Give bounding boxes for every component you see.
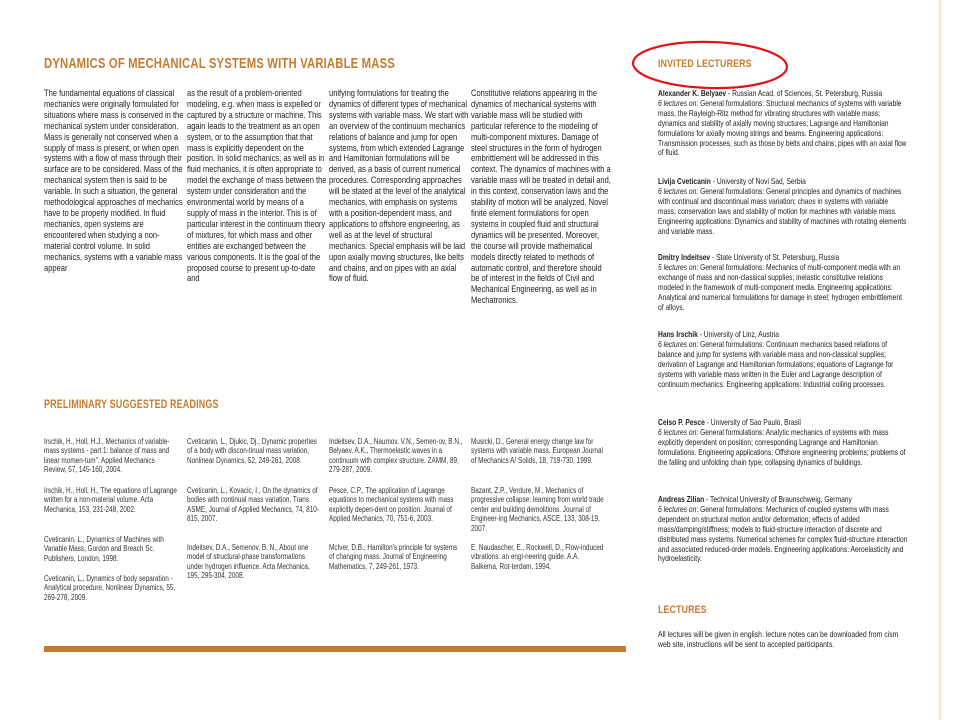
page-edge-divider — [938, 0, 942, 720]
readings-heading: PRELIMINARY SUGGESTED READINGS — [44, 399, 219, 411]
reading-item: Indeitsev, D.A., Semenov, B. N., About one model of structural-phase transformations under hydrogen influence. Acta Mechanica, 195, 295-304, 2008. — [187, 543, 310, 581]
lecturer-entry — [658, 418, 908, 468]
lectures-note: All lectures will be given in english. lecture notes can be downloaded from cism web site, instructions will be sent to accepted participants. — [658, 629, 899, 650]
lecturer-name: Alexander K. Belyaev — [658, 88, 727, 98]
page-title: DYNAMICS OF MECHANICAL SYSTEMS WITH VARIABLE MASS — [44, 56, 395, 72]
reading-item: Cveticanin, L., Dynamics of Machines with Variable Mass, Gordon and Breach Sc. Publishers, London, 1998. — [44, 535, 164, 563]
lecturer-affiliation: - University of Sao Paulo, Brasil — [704, 417, 801, 427]
reading-item: Musicki, D., General energy change law for systems with variable mass. European Journal of Mechanics A/ Solids, 18, 719-730, 1999. — [471, 437, 603, 465]
lecturer-topics: : General formulations: Continuum mechanics based relations of balance and jump for systems with variable mass and non-classical supplies; derivation of Lagrange and Hamiltonian formulations; equations of Lagrange for systems with variable mass written in the Euler and Lagrange description of continuum mechanics. Engineering applications: Industrial coiling processes. — [658, 338, 894, 389]
lecturer-affiliation: - University of Novi Sad, Serbia — [710, 176, 806, 186]
lecturer-topics: : General formulations: Mechanics of coupled systems with mass dependent on structural motion and/or deformation; effects of added mass/damping/stiffness; models to fluid-structure interaction of discrete and distributed mass systems. Numerical schemes for complex fluid-structure interaction and associated reduced-order models. Engineering applications: Aeroelasticity and hydroelasticity. — [658, 503, 908, 564]
lecture-count: 6 lectures on — [658, 97, 697, 108]
lecturer-entry — [658, 89, 908, 158]
invited-lecturers-heading: INVITED LECTURERS — [658, 58, 752, 70]
lecturer-affiliation: - University of Linz, Austria — [697, 329, 780, 339]
lecturer-name: Livija Cveticanin — [658, 176, 711, 186]
reading-item: Bazant, Z.P., Verdure, M., Mechanics of progressive collapse: learning from world trade center and building demolitions. Journal of Engineer-ing Mechanics, ASCE, 133, 308-19, 2007. — [471, 486, 604, 533]
reading-item: Indeitsev, D.A., Naumov, V.N., Semen-ov, B.N., Belyaev, A.K., Thermoelastic waves in a continuum with complex structure. ZAMM, 89, 279-287, 2009. — [329, 437, 463, 475]
lecturer-affiliation: - Technical University of Braunschweig, Germany — [704, 494, 852, 504]
lecture-count: 6 lectures on — [658, 426, 697, 437]
lecturer-entry — [658, 330, 908, 389]
lecturer-topics: : General formulations: Mechanics of multi-component media with an exchange of mass and non-classical supplies; inelastic constitutive relations modeled in the framework of multi-component media. Engineering applications: Analytical and numerical formulations for damage in steel; hydrogen embrittlement of alloys. — [658, 261, 902, 312]
reading-item: Cveticanin, L., Dynamics of body separation - Analytical procedure, Nonlinear Dynamics, 55, 269-278, 2009. — [44, 574, 176, 602]
lecturer-topics: : General formulations: Analytic mechanics of systems with mass explicitly dependent on position; corresponding Lagrange and Hamiltonian formulations. Engineering applications: Offshore engineering problems; problems of the falling and unfolding chain type; collapsing dynamics of buildings. — [658, 426, 906, 467]
lecturer-entry — [658, 253, 908, 312]
reading-item: E. Naudascher, E., Rockwell, D., Flow-induced vibrations: an engi-neering guide. A.A. Balkema, Rot-terdam, 1994. — [471, 543, 604, 571]
intro-column-2: as the result of a problem-oriented modeling, e.g. when mass is expelled or captured by a structure or machine. This again leads to the treatment as an open system, or to the assumption that that mass is explicitly dependent on the position. In solid mechanics, as well as in fluid mechanics, it is often appropriate to model the exchange of mass between the system under consideration and the environmental world by means of a supply of mass in the interior. This is of particular interest in the continuum theory of mixtures, for which mass and other entities are exchanged between the various components. It is the goal of the proposed course to present up-to-date and — [187, 88, 327, 284]
lecturer-name: Andreas Zilian — [658, 494, 705, 504]
intro-column-3: unifying formulations for treating the dynamics of different types of mechanical systems with variable mass. We start with an overview of the continuum mechanics relations of balance and jump for open systems, from which extended Lagrange and Hamiltonian formulations will be derived, as a basis of current numerical procedures. Corresponding approaches will be stated at the level of the analytical mechanics, with emphasis on systems with a position-dependent mass, and applications to offshore engineering, as well as at the level of structural mechanics. Special emphasis will be laid upon axially moving structures, like belts and chains, and on pipes with an axial flow of fluid. — [329, 88, 469, 284]
intro-column-1: The fundamental equations of classical mechanics were originally formulated for situations where mass is conserved in the mechanical system under consideration. Mass is generally not conserved when a supply of mass is present, or when open systems with a flow of mass through their surface are to be considered. Mass of the mechanical system then is said to be variable. In such a situation, the general methodological approaches of mechanics have to be properly modified. In fluid mechanics, open systems are encountered when studying a non-material control volume. In solid mechanics, systems with a variable mass appear — [44, 88, 184, 273]
reading-item: Irschik, H., Holl, H., The equations of Lagrange written for a non-material volume. Acta Mechanica, 153, 231-248, 2002. — [44, 486, 177, 514]
lecture-count: 6 lectures on — [658, 503, 697, 514]
lectures-heading: LECTURES — [658, 604, 707, 616]
lecturer-name: Celso P. Pesce — [658, 417, 705, 427]
lecturer-entry — [658, 177, 908, 236]
lecture-count: 6 lectures on — [658, 185, 697, 196]
lecturer-topics: : General formulations: General principles and dynamics of machines with continual and discontinual mass variation; chaos in systems with variable mass; conservation laws and stability of motion for machines with variable mass. Engineering applications: Dynamics and stability of machines with rotating elements and variable mass. — [658, 185, 907, 236]
intro-column-4: Constitutive relations appearing in the dynamics of mechanical systems with variable mass will be studied with particular reference to the modeling of multi-component mixtures. Damage of steel structures in the form of hydrogen embrittlement will be addressed in this context. The dynamics of machines with a variable mass will be treated in detail and, in this context, conservation laws and the stability of motion will be analyzed. Novel finite element formulations for open systems in coupled fluid and structural dynamics will be presented. Moreover, the course will provide mathematical models directly related to methods of automatic control, and therefore should be of interest in the fields of Civil and Mechanical Engineering, as well as in Mechatronics. — [471, 88, 611, 306]
reading-item: Pesce, C.P., The application of Lagrange equations to mechanical systems with mass explicitly depen-dent on position. Journal of Applied Mechanics, 70, 751-6, 2003. — [329, 486, 454, 524]
lecturer-name: Hans Irschik — [658, 329, 698, 339]
reading-item: McIver, D.B., Hamilton's principle for systems of changing mass. Journal of Engineering Mathematics, 7, 249-261, 1973. — [329, 543, 458, 571]
accent-rule — [44, 646, 626, 652]
reading-item: Cveticanin, L., Kovacic, I., On the dynamics of bodies with continual mass variation, Trans ASME, Journal of Applied Mechanics, 74, 810-815, 2007. — [187, 486, 319, 524]
lecturer-affiliation: - Russian Acad. of Sciences, St. Petersburg, Russia — [726, 88, 883, 98]
reading-item: Irschik, H., Holl, H.J., Mechanics of variable-mass systems - part 1: balance of mass and linear momen-tum". Applied Mechanics Review, 57, 145-160, 2004. — [44, 437, 170, 475]
lecturer-topics: : General formulations: Structural mechanics of systems with variable mass, the Rayleigh-Ritz method for vibrating structures with variable mass; dynamics and stability of axially moving structures; Lagrange and Hamiltonian formulations for axially moving strings and beams. Engineering applications: Transmission processes, such as those by belts and chains; pipes with an axial flow of fluid. — [658, 97, 907, 158]
reading-item: Cveticanin, L., Djukic, Dj., Dynamic properties of a body with discon-tinual mass variation, Nonlinear Dynamics, 52, 249-261, 2008. — [187, 437, 317, 465]
lecturer-name: Dmitry Indeitsev — [658, 252, 711, 262]
lecturer-entry — [658, 495, 908, 564]
lecture-count: 6 lectures on — [658, 338, 697, 349]
lecture-count: 5 lectures on — [658, 261, 697, 272]
lecturer-affiliation: - State University of St. Petersburg, Russia — [710, 252, 840, 262]
